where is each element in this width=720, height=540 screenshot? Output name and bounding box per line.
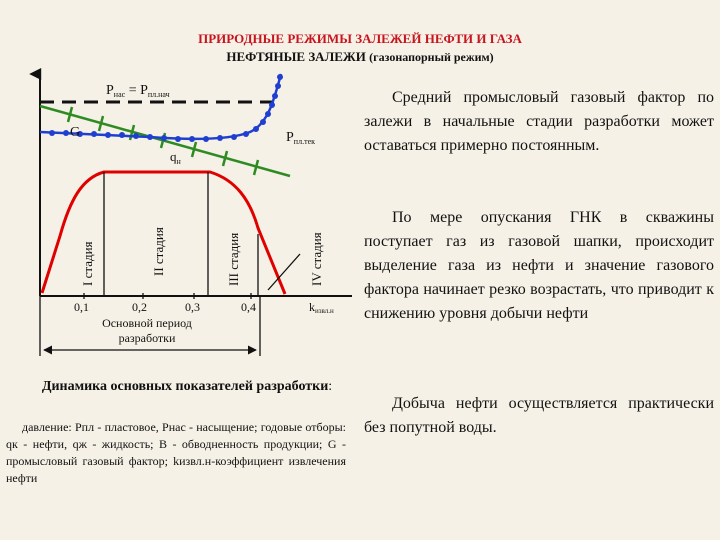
paragraph-gas-factor-initial: Средний промысловый газовый фактор по залежи в начальные стадии разработки может оставаться примерно постоянным. — [364, 89, 714, 154]
gas-factor-points — [49, 74, 283, 142]
gas-factor-label: G — [70, 125, 81, 140]
reservoir-pressure-ticks — [68, 107, 258, 175]
subtitle-mode: (газонапорный режим) — [369, 50, 494, 64]
caption-legend: давление: Рпл - пластовое, Рнас - насыщение; годовые отборы: qк - нефти, qж - жидкость; В - обводненность продукции; G - промысловый газовый фактор; kизвл.н-коэффициент извлечения нефти — [6, 420, 346, 485]
recovery-factor-axis-label: kизвл.н — [309, 300, 334, 315]
reservoir-pressure-line — [40, 106, 290, 176]
paragraph-gas-factor-growth: По мере опускания ГНК в скважины поступает газ из газовой шапки, происходит выделение газа из нефти и значение газового фактора начинает резко возрастать, что приводит к снижению уровня добычи нефти — [364, 209, 714, 322]
tick-label-0-2: 0,2 — [132, 300, 147, 314]
subtitle-main: НЕФТЯНЫЕ ЗАЛЕЖИ — [226, 49, 366, 64]
tick-label-0-3: 0,3 — [185, 300, 200, 314]
stage-iv-pointer — [268, 254, 300, 290]
saturation-pressure-label: $P_{нас} = P_{пл.нач}$ — [106, 83, 170, 99]
stage-4-label: IV стадия — [309, 232, 324, 286]
stage-1-label: I стадия — [80, 241, 95, 286]
oil-rate-label: $q_н$ — [170, 149, 181, 166]
tick-label-0-1: 0,1 — [74, 300, 89, 314]
stage-2-label: II стадия — [151, 227, 166, 276]
page-title: ПРИРОДНЫЕ РЕЖИМЫ ЗАЛЕЖЕЙ НЕФТИ И ГАЗА — [198, 31, 522, 46]
current-pressure-label: $P_{пл.тек}$ — [286, 130, 316, 146]
paragraph-no-water: Добыча нефти осуществляется практически без попутной воды. — [364, 395, 714, 436]
tick-label-0-4: 0,4 — [241, 300, 256, 314]
main-period-label-line2: разработки — [118, 331, 176, 345]
caption-title: Динамика основных показателей разработки: — [41, 379, 333, 394]
main-period-label-line1: Основной период — [102, 316, 192, 330]
stage-3-label: III стадия — [226, 232, 241, 286]
